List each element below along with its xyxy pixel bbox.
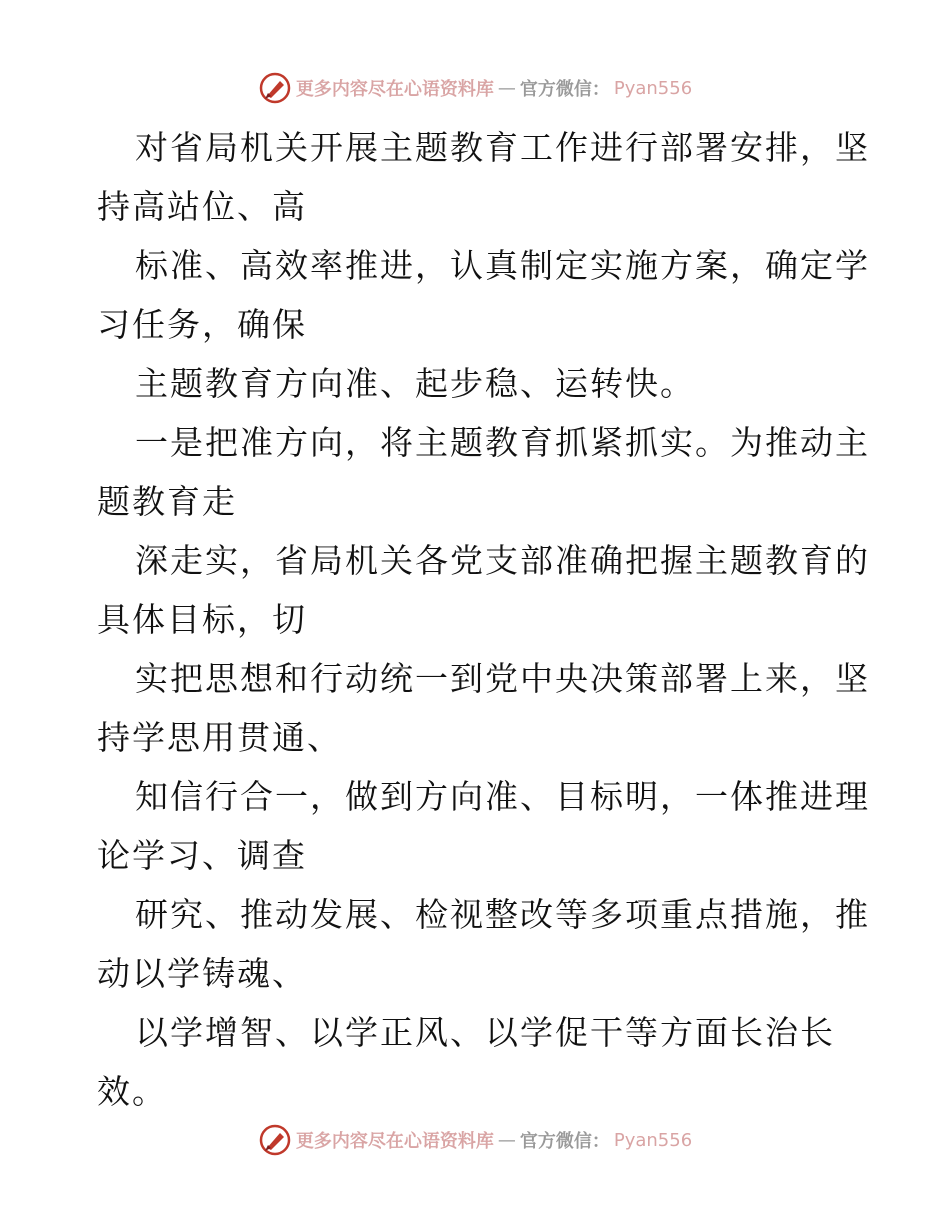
footer-banner: [0, 1120, 950, 1160]
pen-nib-logo-icon: [258, 71, 292, 105]
body-line: 一是把准方向，将主题教育抓紧抓实。为推动主: [135, 423, 870, 462]
pen-nib-logo-icon: [258, 1123, 292, 1157]
body-line: 标准、高效率推进，认真制定实施方案，确定学: [135, 246, 870, 285]
banner-slogan: 更多内容尽在心语资料库: [295, 79, 494, 100]
body-line: 主题教育方向准、起步稳、运转快。: [135, 364, 695, 403]
header-banner: [0, 68, 950, 108]
body-line: 以学增智、以学正风、以学促干等方面长治长: [135, 1013, 835, 1052]
body-line: 深走实，省局机关各党支部准确把握主题教育的: [135, 541, 870, 580]
body-line: 实把思想和行动统一到党中央决策部署上来，坚: [135, 659, 870, 698]
banner-wechat-id: Pyan556: [613, 77, 693, 99]
body-line: 研究、推动发展、检视整改等多项重点措施，推: [135, 895, 870, 934]
banner-wechat-label: 官方微信：: [519, 79, 610, 100]
body-line: 题教育走: [97, 482, 237, 521]
banner-wechat-id: Pyan556: [613, 1129, 693, 1151]
body-line: 习任务，确保: [97, 305, 307, 344]
body-line: 持学思用贯通、: [97, 718, 342, 757]
banner-wechat-label: 官方微信：: [519, 1131, 610, 1152]
body-line: 知信行合一，做到方向准、目标明，一体推进理: [135, 777, 870, 816]
body-line: 具体目标，切: [97, 600, 307, 639]
banner-dash: —: [497, 1129, 516, 1151]
banner-slogan: 更多内容尽在心语资料库: [295, 1131, 494, 1152]
body-line: 动以学铸魂、: [97, 954, 307, 993]
document-body: [97, 118, 870, 1121]
banner-dash: —: [497, 77, 516, 99]
body-line: 论学习、调查: [97, 836, 307, 875]
body-line: 对省局机关开展主题教育工作进行部署安排，坚: [135, 128, 870, 167]
body-line: 持高站位、高: [97, 187, 307, 226]
body-line: 效。: [97, 1072, 167, 1111]
